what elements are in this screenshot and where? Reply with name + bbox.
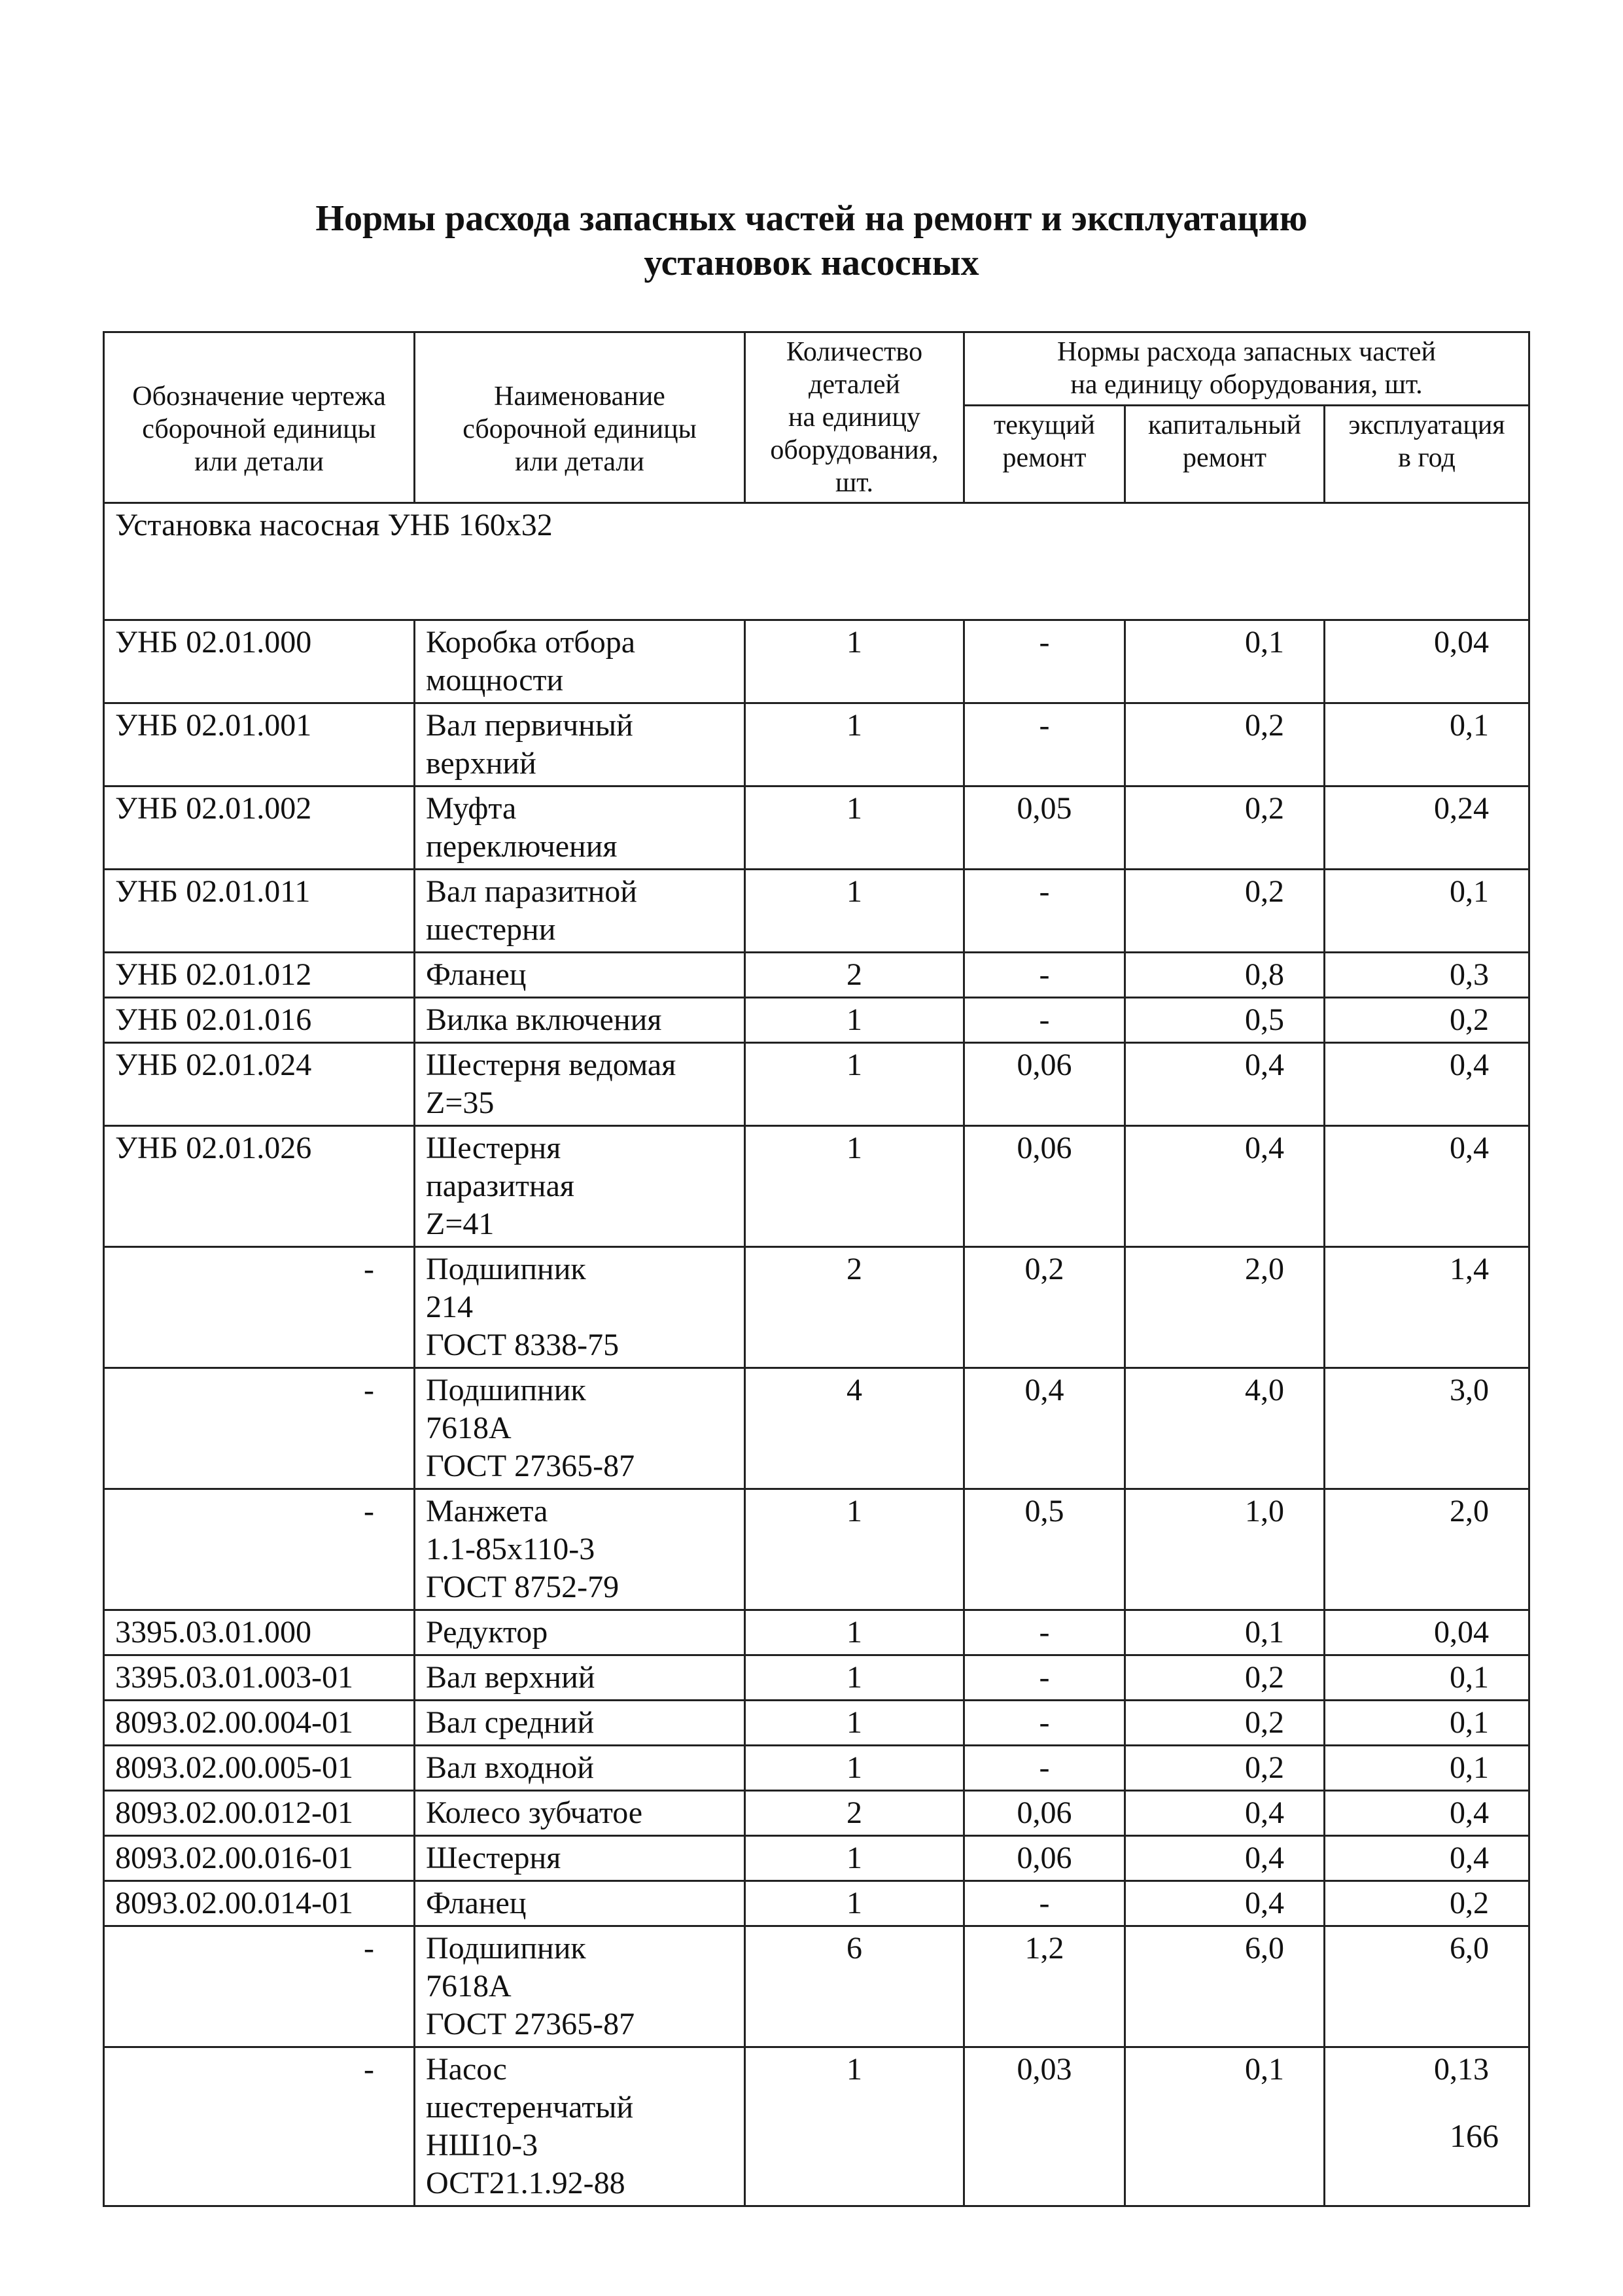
cell-name-line: Коробка отбора <box>426 625 636 660</box>
cell-designation: УНБ 02.01.001 <box>104 703 415 786</box>
table-row <box>104 953 1529 998</box>
cell-name <box>415 1126 745 1247</box>
cell-quantity: 4 <box>745 1368 964 1489</box>
cell-designation: 8093.02.00.004-01 <box>104 1701 415 1746</box>
cell-current-repair: - <box>964 953 1125 998</box>
table-row <box>104 1701 1529 1746</box>
cell-capital-repair: 0,1 <box>1125 2047 1325 2206</box>
cell-designation: УНБ 02.01.024 <box>104 1043 415 1126</box>
cell-operation: 0,4 <box>1325 1126 1529 1247</box>
table-row <box>104 1926 1529 2047</box>
cell-name-line: Насос <box>426 2052 507 2087</box>
cell-name-line: Фланец <box>426 957 527 992</box>
table-row <box>104 1610 1529 1655</box>
cell-name-line: Подшипник <box>426 1373 586 1407</box>
cell-quantity: 1 <box>745 1126 964 1247</box>
cell-name-line: Вал верхний <box>426 1660 595 1695</box>
cell-name <box>415 620 745 703</box>
cell-capital-repair: 0,4 <box>1125 1791 1325 1836</box>
cell-capital-repair: 0,2 <box>1125 1701 1325 1746</box>
cell-designation: 8093.02.00.016-01 <box>104 1836 415 1881</box>
header-name: Наименование сборочной единицы или детали <box>415 332 745 503</box>
cell-name-line: Редуктор <box>426 1615 548 1650</box>
cell-name-line: Вал средний <box>426 1705 595 1740</box>
cell-quantity: 1 <box>745 1836 964 1881</box>
cell-quantity: 2 <box>745 1791 964 1836</box>
table-row <box>104 1489 1529 1610</box>
cell-designation: - <box>104 1368 415 1489</box>
table-row <box>104 1655 1529 1701</box>
cell-designation: - <box>104 2047 415 2206</box>
cell-name <box>415 1836 745 1881</box>
cell-name-line: Подшипник <box>426 1252 586 1286</box>
table-row <box>104 1881 1529 1926</box>
cell-operation: 0,1 <box>1325 870 1529 953</box>
cell-name-line: ГОСТ 8338-75 <box>426 1328 620 1362</box>
cell-name <box>415 1926 745 2047</box>
cell-quantity: 1 <box>745 1746 964 1791</box>
header-capital-repair: капитальный ремонт <box>1125 405 1325 503</box>
cell-name-line: Z=35 <box>426 1086 495 1120</box>
cell-capital-repair: 2,0 <box>1125 1247 1325 1368</box>
table-row <box>104 1043 1529 1126</box>
cell-name-line: 7618А <box>426 1411 512 1445</box>
cell-name <box>415 998 745 1043</box>
cell-operation: 3,0 <box>1325 1368 1529 1489</box>
cell-designation: - <box>104 1926 415 2047</box>
cell-operation: 0,1 <box>1325 1746 1529 1791</box>
cell-operation: 2,0 <box>1325 1489 1529 1610</box>
cell-quantity: 2 <box>745 1247 964 1368</box>
cell-designation: 8093.02.00.012-01 <box>104 1791 415 1836</box>
cell-designation: 3395.03.01.003-01 <box>104 1655 415 1701</box>
cell-name-line: Вал входной <box>426 1750 594 1785</box>
cell-current-repair: 0,2 <box>964 1247 1125 1368</box>
cell-operation: 0,3 <box>1325 953 1529 998</box>
title-line-2: установок насосных <box>644 243 979 283</box>
cell-name-line: Z=41 <box>426 1207 495 1241</box>
cell-designation: - <box>104 1489 415 1610</box>
cell-current-repair: - <box>964 1881 1125 1926</box>
table-row <box>104 1368 1529 1489</box>
cell-current-repair: 0,06 <box>964 1126 1125 1247</box>
cell-name-line: переключения <box>426 829 618 864</box>
cell-name <box>415 703 745 786</box>
cell-name <box>415 1746 745 1791</box>
cell-name-line: верхний <box>426 746 536 781</box>
cell-name-line: ГОСТ 27365-87 <box>426 2007 635 2041</box>
cell-operation: 0,04 <box>1325 620 1529 703</box>
cell-operation: 0,04 <box>1325 1610 1529 1655</box>
table-row <box>104 786 1529 870</box>
cell-name <box>415 1247 745 1368</box>
cell-current-repair: 0,03 <box>964 2047 1125 2206</box>
cell-name-line: Вал первичный <box>426 708 633 743</box>
cell-current-repair: - <box>964 620 1125 703</box>
cell-name <box>415 1881 745 1926</box>
cell-designation: 3395.03.01.000 <box>104 1610 415 1655</box>
header-quantity: Количество деталей на единицу оборудования, шт. <box>745 332 964 503</box>
cell-current-repair: 0,06 <box>964 1791 1125 1836</box>
cell-name <box>415 1368 745 1489</box>
cell-quantity: 6 <box>745 1926 964 2047</box>
cell-capital-repair: 0,4 <box>1125 1126 1325 1247</box>
cell-operation: 1,4 <box>1325 1247 1529 1368</box>
table-row <box>104 620 1529 703</box>
cell-designation: УНБ 02.01.011 <box>104 870 415 953</box>
cell-name-line: Вал паразитной <box>426 874 637 909</box>
cell-quantity: 1 <box>745 1655 964 1701</box>
cell-current-repair: - <box>964 703 1125 786</box>
table-row <box>104 1746 1529 1791</box>
cell-name <box>415 953 745 998</box>
cell-name-line: шестерни <box>426 912 556 947</box>
cell-capital-repair: 0,4 <box>1125 1043 1325 1126</box>
cell-name-line: Вилка включения <box>426 1002 662 1037</box>
cell-name-line: НШ10-3 <box>426 2128 538 2163</box>
cell-name-line: 214 <box>426 1290 473 1324</box>
cell-name-line: ГОСТ 27365-87 <box>426 1449 635 1483</box>
cell-name <box>415 786 745 870</box>
table-row <box>104 2047 1529 2206</box>
cell-capital-repair: 0,2 <box>1125 786 1325 870</box>
cell-capital-repair: 0,4 <box>1125 1881 1325 1926</box>
cell-name <box>415 1043 745 1126</box>
table-row <box>104 703 1529 786</box>
cell-current-repair: - <box>964 1655 1125 1701</box>
cell-current-repair: - <box>964 1746 1125 1791</box>
cell-operation: 0,4 <box>1325 1836 1529 1881</box>
cell-current-repair: 0,06 <box>964 1836 1125 1881</box>
cell-current-repair: 1,2 <box>964 1926 1125 2047</box>
cell-name <box>415 870 745 953</box>
cell-quantity: 1 <box>745 2047 964 2206</box>
page-number: 166 <box>1450 2117 1499 2154</box>
header-norms-group: Нормы расхода запасных частей на единицу оборудования, шт. <box>964 332 1529 406</box>
cell-current-repair: 0,4 <box>964 1368 1125 1489</box>
cell-operation: 0,2 <box>1325 998 1529 1043</box>
cell-current-repair: - <box>964 1610 1125 1655</box>
cell-designation: 8093.02.00.014-01 <box>104 1881 415 1926</box>
cell-name-line: Муфта <box>426 791 517 826</box>
table-row <box>104 1126 1529 1247</box>
header-current-repair: текущий ремонт <box>964 405 1125 503</box>
cell-name-line: мощности <box>426 663 564 698</box>
cell-capital-repair: 0,2 <box>1125 703 1325 786</box>
cell-operation: 0,1 <box>1325 1655 1529 1701</box>
cell-capital-repair: 0,8 <box>1125 953 1325 998</box>
cell-current-repair: - <box>964 998 1125 1043</box>
section-title: Установка насосная УНБ 160х32 <box>104 503 1529 620</box>
cell-capital-repair: 0,4 <box>1125 1836 1325 1881</box>
header-operation: эксплуатация в год <box>1325 405 1529 503</box>
cell-name <box>415 1701 745 1746</box>
cell-operation: 6,0 <box>1325 1926 1529 2047</box>
cell-current-repair: - <box>964 1701 1125 1746</box>
spare-parts-norms-table <box>103 331 1530 2207</box>
cell-current-repair: - <box>964 870 1125 953</box>
cell-quantity: 2 <box>745 953 964 998</box>
cell-designation: УНБ 02.01.026 <box>104 1126 415 1247</box>
cell-operation: 0,2 <box>1325 1881 1529 1926</box>
cell-operation: 0,4 <box>1325 1043 1529 1126</box>
cell-designation: УНБ 02.01.002 <box>104 786 415 870</box>
cell-name-line: Шестерня <box>426 1131 561 1165</box>
cell-quantity: 1 <box>745 1701 964 1746</box>
cell-designation: УНБ 02.01.016 <box>104 998 415 1043</box>
cell-capital-repair: 0,2 <box>1125 1655 1325 1701</box>
document-title <box>0 196 1623 285</box>
cell-capital-repair: 0,2 <box>1125 1746 1325 1791</box>
cell-current-repair: 0,5 <box>964 1489 1125 1610</box>
cell-quantity: 1 <box>745 1043 964 1126</box>
cell-quantity: 1 <box>745 870 964 953</box>
cell-name-line: Колесо зубчатое <box>426 1795 643 1830</box>
cell-capital-repair: 4,0 <box>1125 1368 1325 1489</box>
cell-operation: 0,13 <box>1325 2047 1529 2206</box>
cell-current-repair: 0,06 <box>964 1043 1125 1126</box>
cell-quantity: 1 <box>745 1881 964 1926</box>
cell-name-line: Шестерня <box>426 1841 561 1875</box>
cell-name <box>415 1489 745 1610</box>
cell-quantity: 1 <box>745 1610 964 1655</box>
cell-operation: 0,1 <box>1325 1701 1529 1746</box>
cell-name-line: 7618А <box>426 1969 512 2004</box>
table-row <box>104 1247 1529 1368</box>
cell-name-line: ГОСТ 8752-79 <box>426 1570 620 1604</box>
cell-name-line: шестеренчатый <box>426 2090 634 2125</box>
cell-name <box>415 2047 745 2206</box>
cell-name-line: паразитная <box>426 1169 574 1203</box>
cell-current-repair: 0,05 <box>964 786 1125 870</box>
cell-name-line: ОСТ21.1.92-88 <box>426 2166 625 2200</box>
table-row <box>104 998 1529 1043</box>
cell-designation: УНБ 02.01.000 <box>104 620 415 703</box>
cell-quantity: 1 <box>745 786 964 870</box>
cell-quantity: 1 <box>745 1489 964 1610</box>
cell-quantity: 1 <box>745 703 964 786</box>
cell-quantity: 1 <box>745 998 964 1043</box>
cell-name <box>415 1655 745 1701</box>
title-line-1: Нормы расхода запасных частей на ремонт и эксплуатацию <box>315 198 1308 239</box>
table-body <box>104 503 1529 2206</box>
cell-operation: 0,24 <box>1325 786 1529 870</box>
table-row <box>104 1836 1529 1881</box>
cell-capital-repair: 0,1 <box>1125 620 1325 703</box>
cell-capital-repair: 6,0 <box>1125 1926 1325 2047</box>
cell-designation: 8093.02.00.005-01 <box>104 1746 415 1791</box>
cell-name-line: Подшипник <box>426 1931 586 1966</box>
cell-capital-repair: 0,1 <box>1125 1610 1325 1655</box>
cell-capital-repair: 0,2 <box>1125 870 1325 953</box>
cell-operation: 0,1 <box>1325 703 1529 786</box>
table-row <box>104 870 1529 953</box>
cell-name-line: Манжета <box>426 1494 548 1528</box>
cell-quantity: 1 <box>745 620 964 703</box>
cell-name <box>415 1610 745 1655</box>
header-designation: Обозначение чертежа сборочной единицы или детали <box>104 332 415 503</box>
cell-name <box>415 1791 745 1836</box>
table-row <box>104 1791 1529 1836</box>
cell-capital-repair: 1,0 <box>1125 1489 1325 1610</box>
cell-operation: 0,4 <box>1325 1791 1529 1836</box>
cell-designation: - <box>104 1247 415 1368</box>
cell-name-line: Шестерня ведомая <box>426 1048 676 1082</box>
cell-name-line: Фланец <box>426 1886 527 1920</box>
cell-designation: УНБ 02.01.012 <box>104 953 415 998</box>
cell-name-line: 1.1-85х110-3 <box>426 1532 595 1566</box>
cell-capital-repair: 0,5 <box>1125 998 1325 1043</box>
section-row <box>104 503 1529 620</box>
